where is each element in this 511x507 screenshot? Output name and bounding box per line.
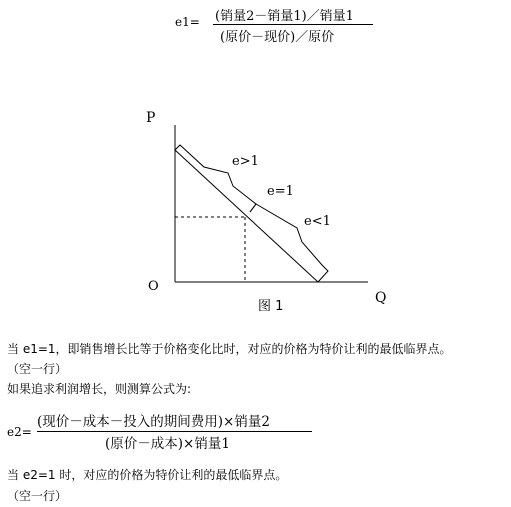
demand-line — [175, 150, 318, 282]
paragraph-blank1: （空一行） — [7, 362, 68, 376]
formula-e1-denominator: (原价－现价)／原价 — [220, 30, 335, 45]
label-e-lt-1: e<1 — [304, 214, 331, 229]
paragraph-line3: 当 e2=1 时，对应的价格为特价让利的最低临界点。 — [7, 468, 288, 482]
paragraph-blank2: （空一行） — [7, 489, 68, 503]
formula-e2-denominator: (原价－成本)×销量1 — [105, 436, 230, 452]
y-axis-label: P — [146, 110, 156, 126]
formula-e2 — [7, 410, 327, 454]
formula-e2-numerator: (现价－成本－投入的期间费用)×销量2 — [37, 414, 270, 430]
paragraph-line2: 如果追求利润增长，则测算公式为: — [7, 382, 192, 396]
label-e-eq-1: e=1 — [267, 184, 294, 199]
x-axis-label: Q — [375, 290, 387, 306]
label-e-gt-1: e>1 — [232, 154, 259, 169]
formula-e1-lhs: e1= — [175, 15, 200, 29]
figure-caption: 图 1 — [258, 299, 284, 314]
origin-label: O — [148, 279, 159, 294]
formula-e2-lhs: e2= — [7, 425, 32, 439]
paragraph-line1: 当 e1=1，即销售增长比等于价格变化比时，对应的价格为特价让利的最低临界点。 — [7, 342, 452, 356]
formula-e1-numerator: (销量2－销量1)／销量1 — [215, 9, 354, 24]
